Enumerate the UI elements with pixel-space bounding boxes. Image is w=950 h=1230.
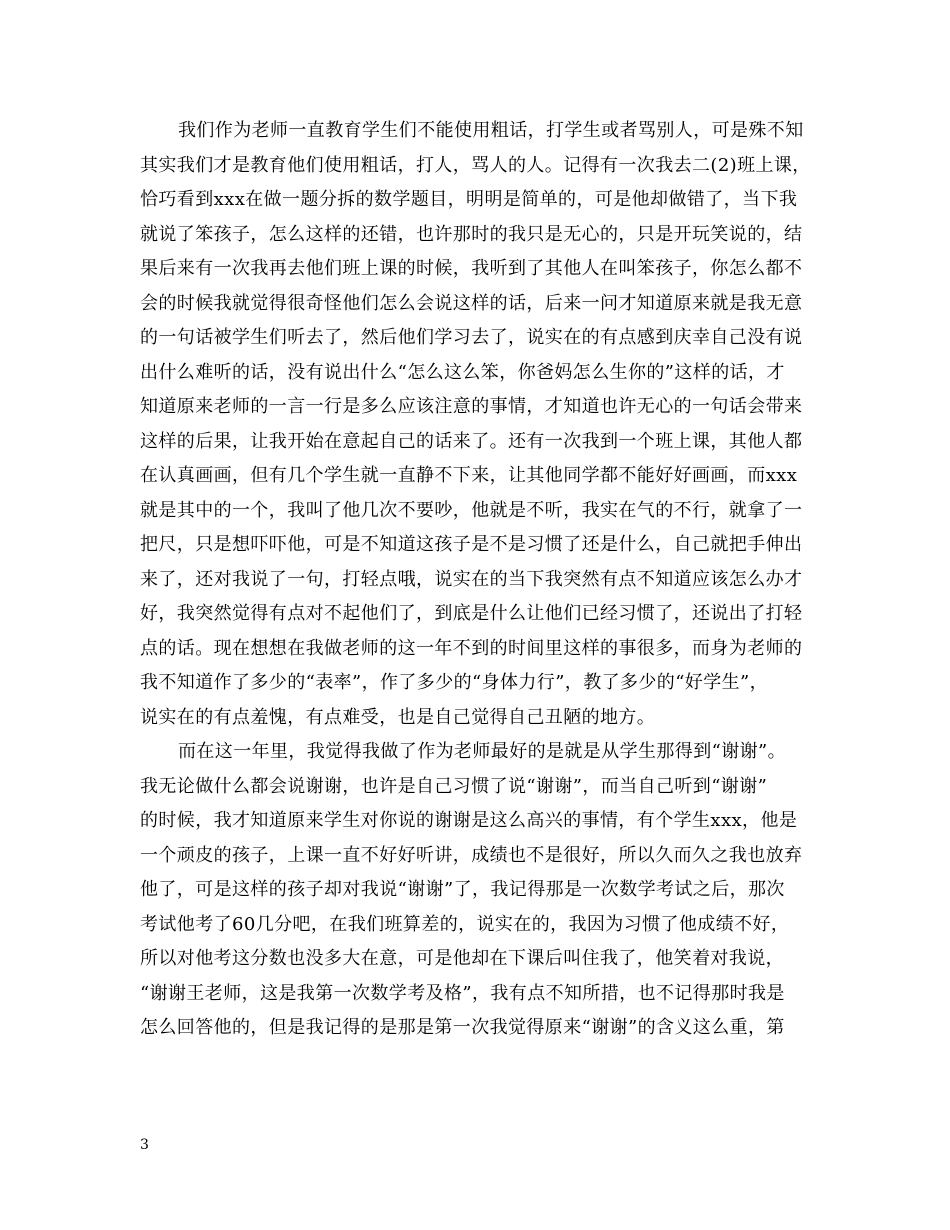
text-line: 出什么难听的话，没有说出什么“怎么这么笨，你爸妈怎么生你的”这样的话，才 bbox=[140, 361, 785, 383]
text-line: 而在这一年里，我觉得我做了作为老师最好的是就是从学生那得到“谢谢”。 bbox=[178, 741, 787, 762]
text-line: 这样的后果，让我开始在意起自己的话来了。还有一次我到一个班上课，其他人都 bbox=[140, 430, 803, 452]
text-line: 一个顽皮的孩子，上课一直不好好听讲，成绩也不是很好，所以久而久之我也放弃 bbox=[140, 844, 803, 866]
text-line: 我不知道作了多少的“表率”，作了多少的“身体力行”，教了多少的“好学生”， bbox=[140, 672, 769, 693]
text-line: 恰巧看到xxx在做一题分拆的数学题目，明明是简单的，可是他却做错了，当下我 bbox=[140, 189, 798, 210]
document-body bbox=[140, 114, 830, 1046]
text-line: 点的话。现在想想在我做老师的这一年不到的时间里这样的事很多，而身为老师的 bbox=[140, 637, 803, 659]
text-line: 会的时候我就觉得很奇怪他们怎么会说这样的话，后来一问才知道原来就是我无意 bbox=[140, 292, 803, 314]
text-line: 他了，可是这样的孩子却对我说“谢谢”了，我记得那是一次数学考试之后，那次 bbox=[140, 879, 785, 900]
text-line: 我无论做什么都会说谢谢，也许是自己习惯了说“谢谢”，而当自己听到“谢谢” bbox=[140, 775, 768, 797]
text-line: 果后来有一次我再去他们班上课的时候，我听到了其他人在叫笨孩子，你怎么都不 bbox=[140, 258, 803, 279]
text-line: 在认真画画，但有几个学生就一直静不下来，让其他同学都不能好好画画，而xxx bbox=[140, 465, 798, 486]
text-line: 我们作为老师一直教育学生们不能使用粗话，打学生或者骂别人，可是殊不知 bbox=[178, 120, 804, 141]
text-line: 就说了笨孩子，怎么这样的还错，也许那时的我只是无心的，只是开玩笑说的，结 bbox=[140, 223, 803, 245]
text-line: 考试他考了60几分吧，在我们班算差的，说实在的，我因为习惯了他成绩不好， bbox=[140, 913, 790, 935]
text-line: 的一句话被学生们听去了，然后他们学习去了，说实在的有点感到庆幸自己没有说 bbox=[140, 327, 803, 348]
text-line: 把尺，只是想吓吓他，可是不知道这孩子是不是习惯了还是什么，自己就把手伸出 bbox=[140, 534, 803, 555]
paragraph-1 bbox=[140, 114, 830, 735]
text-line: 说实在的有点羞愧，有点难受，也是自己觉得自己丑陋的地方。 bbox=[140, 706, 656, 728]
text-line: 来了，还对我说了一句，打轻点哦，说实在的当下我突然有点不知道应该怎么办才 bbox=[140, 568, 803, 590]
text-line: 的时候，我才知道原来学生对你说的谢谢是这么高兴的事情，有个学生xxx，他是 bbox=[140, 810, 798, 831]
text-line: 知道原来老师的一言一行是多么应该注意的事情，才知道也许无心的一句话会带来 bbox=[140, 396, 803, 417]
paragraph-2 bbox=[140, 735, 830, 1046]
text-line: 好，我突然觉得有点对不起他们了，到底是什么让他们已经习惯了，还说出了打轻 bbox=[140, 603, 803, 624]
text-line: 所以对他考这分数也没多大在意，可是他却在下课后叫住我了，他笑着对我说， bbox=[140, 948, 784, 969]
text-line: 怎么回答他的，但是我记得的是那是第一次我觉得原来“谢谢”的含义这么重，第 bbox=[140, 1017, 785, 1038]
text-line: 其实我们才是教育他们使用粗话，打人，骂人的人。记得有一次我去二(2)班上课， bbox=[140, 154, 811, 176]
text-line: “谢谢王老师，这是我第一次数学考及格”，我有点不知所措，也不记得那时我是 bbox=[140, 982, 785, 1004]
text-line: 就是其中的一个，我叫了他几次不要吵，他就是不听，我实在气的不行，就拿了一 bbox=[140, 499, 803, 521]
page-number: 3 bbox=[140, 1137, 149, 1153]
